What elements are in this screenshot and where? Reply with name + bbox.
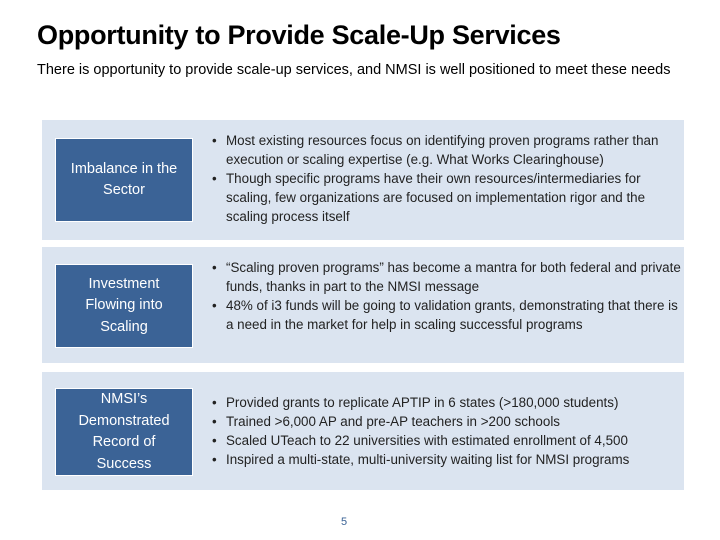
section-label: Investment Flowing into Scaling <box>55 264 193 348</box>
bullet-item: • Provided grants to replicate APTIP in 6 states (>180,000 students) <box>210 393 682 412</box>
bullet-item: • Trained >6,000 AP and pre-AP teachers in >200 schools <box>210 412 682 431</box>
bullet-item: • Though specific programs have their own resources/intermediaries for scaling, few organizations are focused on implementation rigor and the scaling process itself <box>210 169 682 226</box>
bullet-item: • Scaled UTeach to 22 universities with estimated enrollment of 4,500 <box>210 431 682 450</box>
bullet-item: • “Scaling proven programs” has become a mantra for both federal and private funds, thanks in part to the NMSI message <box>210 258 682 296</box>
bullet-item: • Inspired a multi-state, multi-university waiting list for NMSI programs <box>210 450 682 469</box>
section-record <box>42 372 684 490</box>
section-imbalance <box>42 120 684 240</box>
bullet-item: • Most existing resources focus on identifying proven programs rather than execution or scaling expertise (e.g. What Works Clearinghouse) <box>210 131 682 169</box>
slide-subtitle: There is opportunity to provide scale-up services, and NMSI is well positioned to meet these needs <box>37 62 671 78</box>
bullet-item: • 48% of i3 funds will be going to validation grants, demonstrating that there is a need in the market for help in scaling successful programs <box>210 296 682 334</box>
slide-title: Opportunity to Provide Scale-Up Services <box>37 20 561 50</box>
section-investment <box>42 247 684 363</box>
section-label: Imbalance in the Sector <box>55 138 193 222</box>
page-number: 5 <box>341 516 348 528</box>
section-label: NMSI’s Demonstrated Record of Success <box>55 388 193 476</box>
